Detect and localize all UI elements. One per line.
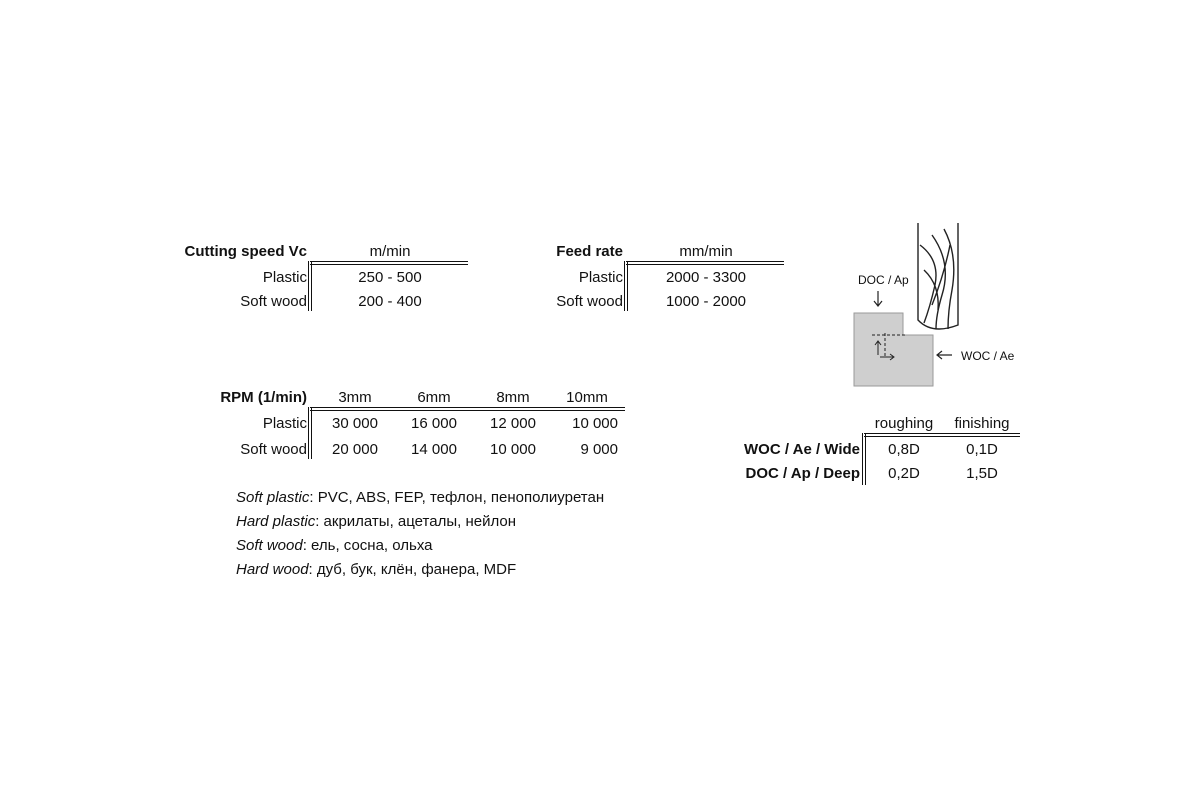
row-label: Plastic [262, 415, 307, 432]
end-mill-icon [918, 223, 958, 329]
table-rule [626, 261, 784, 265]
row-label: Soft wood [240, 441, 307, 458]
depth-column-header: finishing [954, 415, 1010, 432]
doc-label: DOC / Ap [858, 273, 909, 287]
workpiece-block [854, 313, 933, 386]
cutting-speed-unit: m/min [369, 243, 411, 260]
rpm-cell: 20 000 [332, 441, 378, 458]
material-list: : ель, сосна, ольха [302, 537, 433, 554]
legend-item [236, 558, 604, 582]
depth-cell: 0,2D [888, 465, 920, 482]
rpm-cell: 10 000 [490, 441, 536, 458]
legend-item [236, 486, 604, 510]
material-name: Soft wood [236, 537, 303, 554]
woc-label: WOC / Ae [961, 349, 1015, 363]
rpm-cell: 10 000 [572, 415, 618, 432]
row-label: Plastic [578, 269, 623, 286]
table-rule [308, 261, 312, 311]
row-label: WOC / Ae / Wide [744, 441, 860, 458]
doc-arrow-icon [874, 291, 882, 306]
table-rule [308, 407, 312, 459]
row-value: 1000 - 2000 [665, 293, 747, 310]
depth-cell: 1,5D [966, 465, 998, 482]
material-name: Hard wood [236, 561, 309, 578]
cutting-speed-title: Cutting speed Vc [184, 243, 307, 260]
end-mill-diagram [840, 215, 1040, 395]
rpm-column-header: 10mm [566, 389, 608, 406]
rpm-cell: 9 000 [580, 441, 618, 458]
table-rule [310, 261, 468, 265]
woc-arrow-icon [937, 351, 952, 359]
material-name: Soft plastic [236, 489, 310, 506]
depth-cell: 0,8D [888, 441, 920, 458]
feed-rate-unit: mm/min [679, 243, 733, 260]
material-list: : дуб, бук, клён, фанера, MDF [308, 561, 517, 578]
table-rule [310, 407, 625, 411]
row-value: 2000 - 3300 [665, 269, 747, 286]
depth-column-header: roughing [874, 415, 934, 432]
row-value: 250 - 500 [358, 269, 422, 286]
rpm-cell: 12 000 [490, 415, 536, 432]
depth-cell: 0,1D [966, 441, 998, 458]
rpm-title: RPM (1/min) [220, 389, 307, 406]
material-list: : PVC, ABS, FEP, тефлон, пенополиуретан [309, 489, 605, 506]
rpm-column-header: 8mm [496, 389, 530, 406]
materials-legend [236, 486, 604, 582]
row-label: Soft wood [556, 293, 623, 310]
legend-item [236, 534, 604, 558]
row-value: 200 - 400 [358, 293, 422, 310]
rpm-cell: 16 000 [411, 415, 457, 432]
row-label: Soft wood [240, 293, 307, 310]
row-label: DOC / Ap / Deep [745, 465, 860, 482]
material-name: Hard plastic [236, 513, 316, 530]
table-rule [864, 433, 1020, 437]
table-rule [624, 261, 628, 311]
feed-rate-title: Feed rate [556, 243, 623, 260]
rpm-column-header: 6mm [417, 389, 451, 406]
rpm-cell: 14 000 [411, 441, 457, 458]
rpm-column-header: 3mm [338, 389, 372, 406]
rpm-cell: 30 000 [332, 415, 378, 432]
legend-item [236, 510, 604, 534]
row-label: Plastic [262, 269, 307, 286]
material-list: : акрилаты, ацеталы, нейлон [315, 513, 516, 530]
